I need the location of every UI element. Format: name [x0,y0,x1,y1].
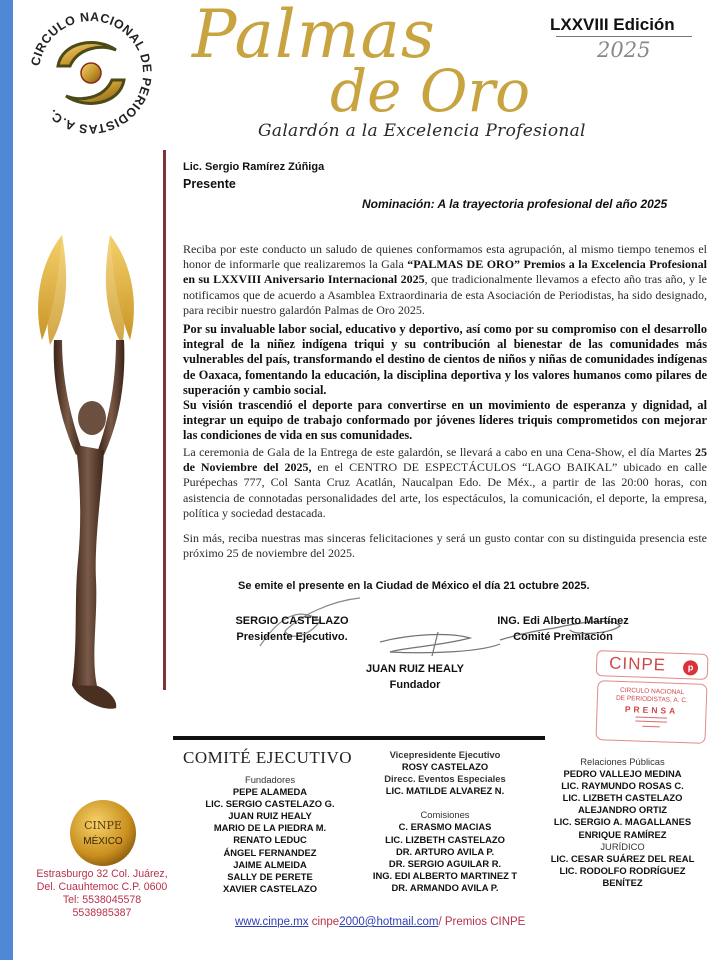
edition-year: 2025 [597,38,651,62]
member-name: LIC. CESAR SUÁREZ DEL REAL [550,852,695,864]
member-name: RENATO LEDUC [233,834,307,846]
public-relations-column [530,756,715,889]
stamp-brand: CINPE [608,653,667,675]
member-name: LIC. LIZBETH CASTELAZO [385,833,505,845]
member-name: XAVIER CASTELAZO [222,882,318,894]
member-name: DR. SERGIO AGUILAR R. [388,857,502,869]
member-name: ROSY CASTELAZO [401,761,489,773]
member-name: DR. ARTURO AVILA P. [395,845,495,857]
svg-text:CIRCULO NACIONAL DE PERIODISTA: CIRCULO NACIONAL DE PERIODISTAS A.C. [28,9,155,137]
member-name: JAIME ALMEIDA [233,858,307,870]
member-name: SALLY DE PERETE [227,870,313,882]
column-header: Comisiones [420,809,470,821]
member-name: LIC. RAYMUNDO ROSAS C. [561,780,684,792]
email-link[interactable]: 2000@hotmail.com [339,916,439,928]
member-name: ING. EDI ALBERTO MARTINEZ T [372,869,518,881]
stamp-logo-icon: p [683,660,699,676]
signatory-role: Presidente Ejecutivo. [236,631,348,643]
column-header: JURÍDICO [600,840,645,852]
member-name: PEDRO VALLEJO MEDINA [563,768,682,780]
paragraph-closing: Sin más, reciba nuestras mas sinceras felicitaciones y será un gusto contar con su distinguida presencia este próximo 25 de noviembre del 2025. [183,531,707,561]
footer-links: www.cinpe.mx cinpe2000@hotmail.com/ Premios CINPE [235,916,526,928]
footer-divider [173,736,545,740]
side-accent-bar [0,0,13,960]
member-name: MARIO DE LA PIEDRA M. [213,822,327,834]
issued-statement: Se emite el presente en la Ciudad de México el día 21 octubre 2025. [238,580,590,592]
stamp-fine-print: ▬▬▬▬▬▬▬▬▬ ▬▬▬▬▬▬▬▬▬ ▬▬▬▬▬ [635,714,668,729]
member-name: LIC. RODOLFO RODRÍGUEZ [559,864,686,876]
member-name: DR. ARMANDO AVILA P. [391,881,499,893]
cinpe-press-stamp [593,650,708,744]
signatory-name: JUAN RUIZ HEALY [366,663,464,675]
member-name: LIC. SERGIO A. MAGALLANES [553,816,692,828]
paragraph-intro: Reciba por este conducto un saludo de quienes conformamos esta agrupación, al mismo tiempo tenemos el honor de informarle que realizaremos la Gala “PALMAS DE ORO” Premios a la Excelencia Profesional en su LXXVIII Aniversario Internacional 2025, que tradicionalmente llevamos a efecto año tras año, y le notificamos que de acuerdo a Asamblea Extraordinaria de esta Asociación de Periodistas, ha sido designado, para recibir nuestro galardón Palmas de Oro 2025. [183,242,707,317]
member-name: C. ERASMO MACIAS [398,821,492,833]
member-name: JUAN RUIZ HEALY [228,810,312,822]
social-label: / Premios CINPE [438,916,526,928]
organization-address: Estrasburgo 32 Col. Juárez, Del. Cuauhtemoc C.P. 0600 Tel: 5538045578 5538985387 [22,868,182,920]
vertical-divider [163,150,166,690]
subtitle: Galardón a la Excelencia Profesional [258,121,586,141]
signatory-role: Comité Premiación [513,631,613,643]
member-name: BENÍTEZ [602,876,643,888]
nomination-title: Nominación: A la trayectoria profesional del año 2025 [362,197,668,211]
column-header: Relaciones Públicas [580,756,665,767]
signature-block-founder [360,661,470,693]
paragraph-ceremony: La ceremonia de Gala de la Entrega de este galardón, se llevará a cabo en una Cena-Show, el día Martes 25 de Noviembre del 2025, en el CENTRO DE ESPECTÁCULOS “LAGO BAIKAL” ubicado en calle Purépechas 777, Col Santa Cruz Acatlán, Naucalpan Edo. De Méx., a partir de las 20:00 horas, con asistencia de connotadas personalidades del arte, los espectáculos, la comunicación, el deporte, la empresa, política y sociedad destacada. [183,445,707,520]
member-name: LIC. MATILDE ALVAREZ N. [385,785,505,797]
signatory-name: ING. Edi Alberto Martínez [497,615,629,627]
founders-column [200,774,340,895]
recipient-name: Lic. Sergio Ramírez Zúñiga [183,161,325,173]
svg-text:MÉXICO: MÉXICO [83,836,123,847]
signature-block-committee [478,613,648,645]
column-header: Vicepresidente Ejecutivo [389,749,501,760]
phone-number: 5538985387 [72,907,132,919]
phone-number: Tel: 5538045578 [62,894,142,906]
edition-label: LXXVIII Edición [550,15,675,34]
title-de-oro: de Oro [330,57,531,125]
signatory-name: SERGIO CASTELAZO [235,615,349,627]
svg-text:CINPE: CINPE [84,819,122,832]
stamp-line1: CIRCULO NACIONAL [619,686,685,697]
website-link[interactable]: www.cinpe.mx [235,916,309,928]
member-name: ÁNGEL FERNANDEZ [223,846,317,858]
member-name: LIC. LIZBETH CASTELAZO [562,792,683,804]
member-name: PEPE ALAMEDA [232,786,308,798]
stamp-line2: DE PERIODISTAS, A. C. [615,694,688,705]
column-header: Fundadores [244,774,296,785]
member-name: LIC. SERGIO CASTELAZO G. [205,798,335,810]
title-palmas: Palmas [192,0,436,73]
committee-title: COMITÉ EJECUTIVO [183,748,353,767]
member-name: ENRIQUE RAMÍREZ [578,828,667,840]
paragraph-merits: Por su invaluable labor social, educativo y deportivo, así como por su compromiso con el desarrollo integral de la niñez indígena triqui y su contribución al bienestar de las comunidades más vulnerables del país, transformando el destino de cientos de niños y niñas de comunidades indígenas de Oaxaca, fomentando la educación, la disciplina deportiva y los valores humanos como pilares de superación y cambio social. Su visión trascendió el deporte para convertirse en un movimiento de esperanza y dignidad, al integrar un equipo de trabajo conformado por jóvenes líderes triquis comprometidos con mejorar las condiciones de vida en sus comunidades. [183,322,707,443]
signatory-role: Fundador [389,679,441,691]
signature-block-president [232,613,352,645]
column-header: Direcc. Eventos Especiales [384,773,506,785]
palm-trophy-statue-icon [20,220,155,720]
executive-column [355,749,535,894]
stamp-prensa: PRENSA [624,704,679,716]
member-name: ALEJANDRO ORTIZ [577,804,668,816]
edition-divider [556,36,692,37]
cinpe-logo-icon [26,8,156,138]
greeting: Presente [183,177,236,191]
cinpe-mexico-medal-icon [68,798,138,868]
